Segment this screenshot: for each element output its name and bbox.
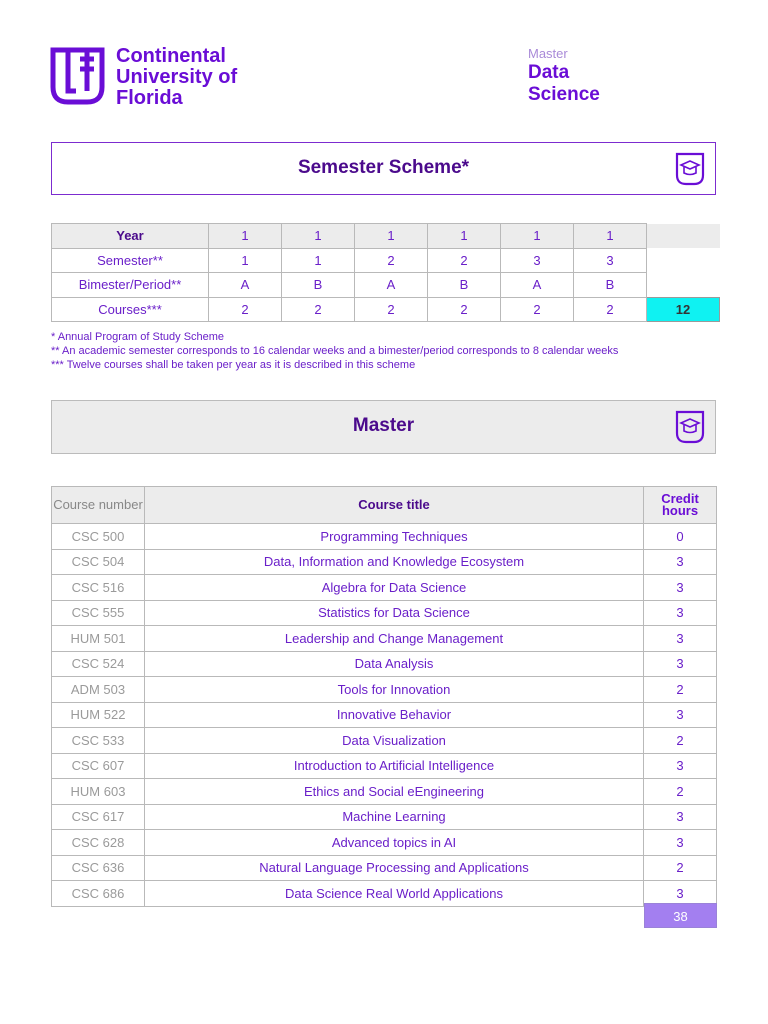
table-cell: 1 xyxy=(282,224,355,249)
table-cell: 1 xyxy=(428,224,501,249)
graduation-cap-icon xyxy=(673,409,707,445)
course-title: Advanced topics in AI xyxy=(145,830,644,856)
graduation-cap-icon xyxy=(673,151,707,187)
column-header-number: Course number xyxy=(52,487,145,524)
table-cell: 1 xyxy=(501,224,574,249)
course-title: Innovative Behavior xyxy=(145,702,644,728)
section-title: Master xyxy=(352,415,415,436)
university-name-line: University of xyxy=(116,66,238,88)
table-row xyxy=(52,224,720,249)
table-cell: 2 xyxy=(501,297,574,322)
course-number: CSC 533 xyxy=(52,728,145,754)
semester-scheme-banner xyxy=(51,142,716,195)
scheme-footnotes xyxy=(51,330,618,372)
table-cell: 3 xyxy=(574,248,647,273)
course-credits: 3 xyxy=(644,753,717,779)
course-title: Statistics for Data Science xyxy=(145,600,644,626)
table-row xyxy=(52,881,717,907)
course-credits: 0 xyxy=(644,524,717,550)
course-credits: 3 xyxy=(644,804,717,830)
table-cell: 2 xyxy=(209,297,282,322)
course-credits: 2 xyxy=(644,728,717,754)
table-row xyxy=(52,524,717,550)
course-title: Data Visualization xyxy=(145,728,644,754)
table-cell: A xyxy=(501,273,574,298)
row-label: Year xyxy=(52,224,209,249)
empty-cell xyxy=(647,248,720,273)
course-number: CSC 500 xyxy=(52,524,145,550)
table-row xyxy=(52,779,717,805)
course-table xyxy=(51,486,717,907)
course-title: Programming Techniques xyxy=(145,524,644,550)
course-title: Leadership and Change Management xyxy=(145,626,644,652)
table-cell: 2 xyxy=(428,297,501,322)
empty-cell xyxy=(647,273,720,298)
course-credits: 3 xyxy=(644,651,717,677)
empty-cell xyxy=(647,224,720,249)
column-header-credits: Credit hours xyxy=(644,487,717,524)
table-row xyxy=(52,549,717,575)
course-number: CSC 636 xyxy=(52,855,145,881)
table-cell: B xyxy=(574,273,647,298)
university-name-line: Florida xyxy=(116,87,183,109)
table-cell: 1 xyxy=(209,224,282,249)
table-cell: 1 xyxy=(282,248,355,273)
table-row xyxy=(52,855,717,881)
table-row xyxy=(52,804,717,830)
table-row xyxy=(52,626,717,652)
program-level: Master xyxy=(528,46,568,61)
course-title: Algebra for Data Science xyxy=(145,575,644,601)
table-cell: B xyxy=(428,273,501,298)
row-label: Courses*** xyxy=(52,297,209,322)
university-name-line: Continental xyxy=(116,45,226,67)
table-cell: A xyxy=(209,273,282,298)
table-header-row xyxy=(52,487,717,524)
course-title: Data Science Real World Applications xyxy=(145,881,644,907)
program-name-line: Data xyxy=(528,62,570,83)
course-number: HUM 501 xyxy=(52,626,145,652)
course-title: Data Analysis xyxy=(145,651,644,677)
course-credits: 3 xyxy=(644,702,717,728)
row-label: Bimester/Period** xyxy=(52,273,209,298)
course-credits: 2 xyxy=(644,855,717,881)
course-title: Tools for Innovation xyxy=(145,677,644,703)
course-credits: 2 xyxy=(644,779,717,805)
footnote: ** An academic semester corresponds to 16 calendar weeks and a bimester/period corresponds to 8 calendar weeks xyxy=(51,345,619,357)
course-number: CSC 516 xyxy=(52,575,145,601)
table-cell: 3 xyxy=(501,248,574,273)
course-title: Natural Language Processing and Applications xyxy=(145,855,644,881)
table-row xyxy=(52,600,717,626)
course-number: CSC 607 xyxy=(52,753,145,779)
table-cell: 1 xyxy=(209,248,282,273)
table-cell: 2 xyxy=(574,297,647,322)
course-credits: 3 xyxy=(644,575,717,601)
course-number: CSC 628 xyxy=(52,830,145,856)
table-row xyxy=(52,575,717,601)
table-row xyxy=(52,248,720,273)
course-number: CSC 555 xyxy=(52,600,145,626)
table-cell: 1 xyxy=(355,224,428,249)
university-name xyxy=(116,46,237,109)
course-number: CSC 524 xyxy=(52,651,145,677)
course-credits: 3 xyxy=(644,881,717,907)
table-cell: 2 xyxy=(282,297,355,322)
course-number: HUM 522 xyxy=(52,702,145,728)
credit-hours-total: 38 xyxy=(644,903,717,928)
course-credits: 2 xyxy=(644,677,717,703)
course-credits: 3 xyxy=(644,830,717,856)
table-row xyxy=(52,273,720,298)
table-row xyxy=(52,677,717,703)
course-credits: 3 xyxy=(644,600,717,626)
master-banner xyxy=(51,400,716,454)
course-title: Ethics and Social eEngineering xyxy=(145,779,644,805)
university-logo-icon xyxy=(50,47,105,105)
table-row xyxy=(52,728,717,754)
semester-scheme-table xyxy=(51,223,720,322)
course-number: CSC 686 xyxy=(52,881,145,907)
course-title: Introduction to Artificial Intelligence xyxy=(145,753,644,779)
course-number: ADM 503 xyxy=(52,677,145,703)
table-cell: 2 xyxy=(355,248,428,273)
table-row xyxy=(52,297,720,322)
course-number: CSC 504 xyxy=(52,549,145,575)
table-row xyxy=(52,830,717,856)
program-label xyxy=(528,46,600,106)
table-cell: A xyxy=(355,273,428,298)
table-cell: 2 xyxy=(428,248,501,273)
course-number: HUM 603 xyxy=(52,779,145,805)
footnote: *** Twelve courses shall be taken per year as it is described in this scheme xyxy=(51,359,416,371)
row-label: Semester** xyxy=(52,248,209,273)
course-credits: 3 xyxy=(644,626,717,652)
table-row xyxy=(52,753,717,779)
section-title: Semester Scheme* xyxy=(297,157,470,178)
table-row xyxy=(52,651,717,677)
program-name-line: Science xyxy=(528,84,600,105)
course-title: Machine Learning xyxy=(145,804,644,830)
table-cell: 2 xyxy=(355,297,428,322)
footnote: * Annual Program of Study Scheme xyxy=(51,331,225,343)
course-title: Data, Information and Knowledge Ecosystem xyxy=(145,549,644,575)
courses-total-cell: 12 xyxy=(647,297,720,322)
course-credits: 3 xyxy=(644,549,717,575)
course-number: CSC 617 xyxy=(52,804,145,830)
table-row xyxy=(52,702,717,728)
table-cell: B xyxy=(282,273,355,298)
column-header-title: Course title xyxy=(145,487,644,524)
table-cell: 1 xyxy=(574,224,647,249)
